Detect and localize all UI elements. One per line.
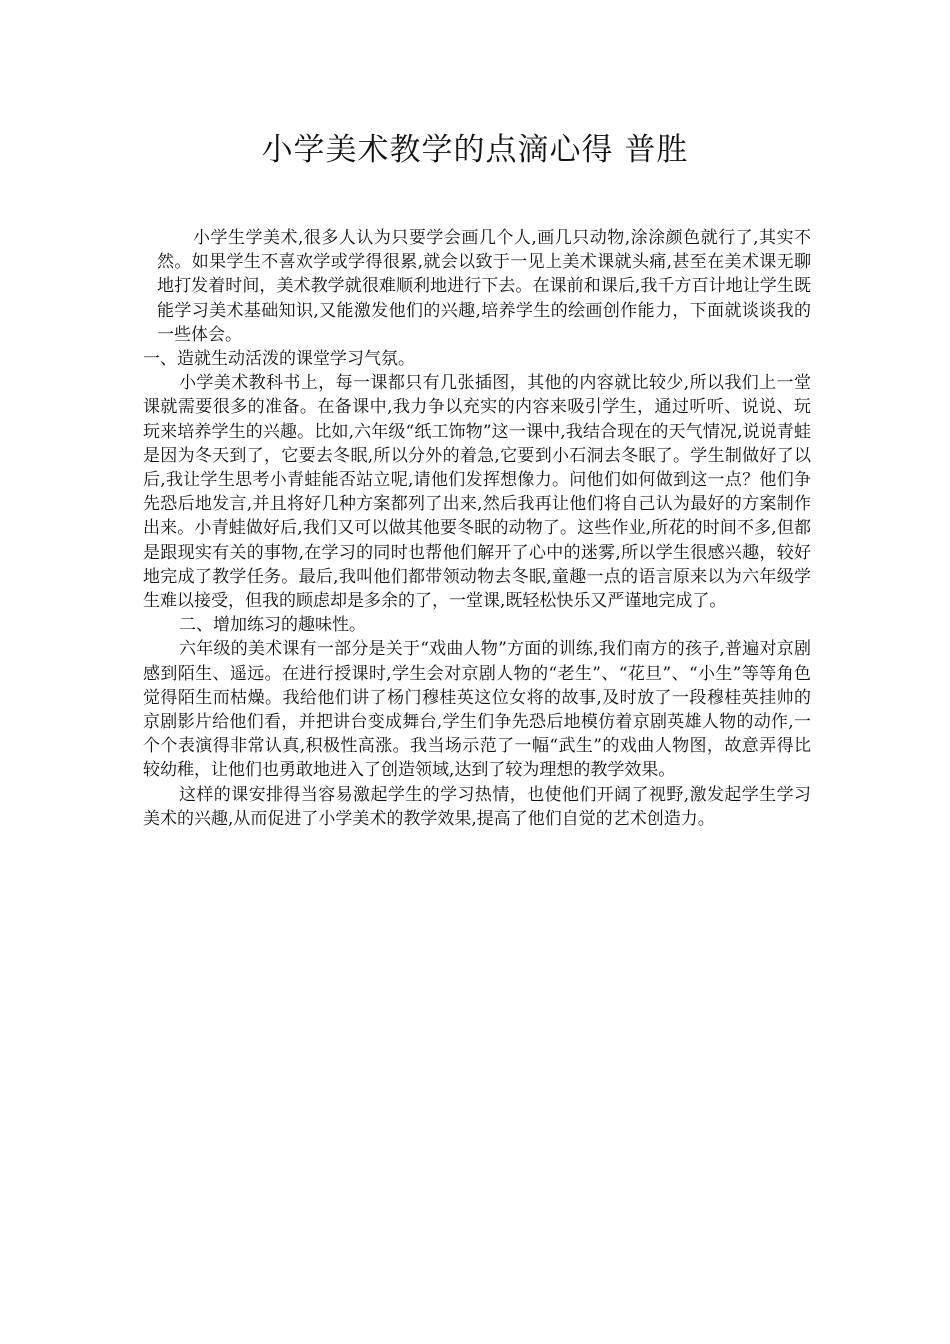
- section-1-heading: 一、造就生动活泼的课堂学习气氛。: [143, 349, 415, 370]
- document-title: 小学美术教学的点滴心得 普胜: [261, 132, 689, 168]
- section-1-paragraph: 小学美术教科书上，每一课都只有几张插图，其他的内容就比较少,所以我们上一堂课就需要很多的准备。在备课中,我力争以充实的内容来吸引学生，通过听听、说说、玩玩来培养学生的兴趣。比如,六年级“纸工饰物”这一课中,我结合现在的天气情况,说说青蛙是因为冬天到了，它要去冬眠,所以分外的着急,它要到小石洞去冬眠了。学生制做好了以后,我让学生思考小青蛙能否站立呢,请他们发挥想像力。问他们如何做到这一点？他们争先恐后地发言,并且将好几种方案都列了出来,然后我再让他们将自己认为最好的方案制作出来。小青蛙做好后,我们又可以做其他要冬眠的动物了。这些作业,所花的时间不多,但都是跟现实有关的事物,在学习的同时也帮他们解开了心中的迷雾,所以学生很感兴趣，较好地完成了教学任务。最后,我叫他们都带领动物去冬眠,童趣一点的语言原来以为六年级学生难以接受，但我的顾虑却是多余的了，一堂课,既轻松快乐又严谨地完成了。: [143, 373, 811, 612]
- section-2-heading: 二、增加练习的趣味性。: [179, 615, 366, 636]
- document-body: [143, 226, 811, 831]
- intro-paragraph: 小学生学美术,很多人认为只要学会画几个人,画几只动物,涂涂颜色就行了,其实不然。如果学生不喜欢学或学得很累,就会以致于一见上美术课就头痛,甚至在美术课无聊地打发着时间，美术教学就很难顺利地进行下去。在课前和课后,我千方百计地让学生既能学习美术基础知识,又能激发他们的兴趣,培养学生的绘画创作能力，下面就谈谈我的一些体会。: [157, 228, 811, 345]
- closing-paragraph: 这样的课安排得当容易激起学生的学习热情，也使他们开阔了视野,激发起学生学习美术的兴趣,从而促进了小学美术的教学效果,提高了他们自觉的艺术创造力。: [143, 784, 811, 829]
- section-2-paragraph: 六年级的美术课有一部分是关于“戏曲人物”方面的训练,我们南方的孩子,普遍对京剧感到陌生、遥远。在进行授课时,学生会对京剧人物的“老生”、“花旦”、“小生”等等角色觉得陌生而枯燥。我给他们讲了杨门穆桂英这位女将的故事,及时放了一段穆桂英挂帅的京剧影片给他们看，并把讲台变成舞台,学生们争先恐后地模仿着京剧英雄人物的动作,一个个表演得非常认真,积极性高涨。我当场示范了一幅“武生”的戏曲人物图，故意弄得比较幼稚，让他们也勇敢地进入了创造领域,达到了较为理想的教学效果。: [143, 639, 811, 781]
